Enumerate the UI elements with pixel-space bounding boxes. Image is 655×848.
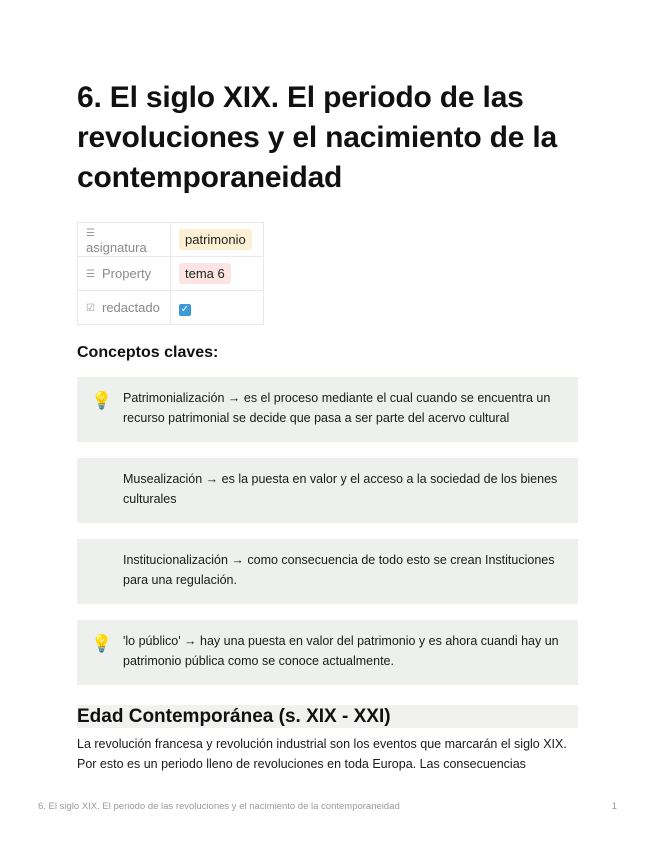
checkbox-icon: ☑ xyxy=(86,303,95,314)
property-row-redactado[interactable] xyxy=(78,291,264,325)
page-title: 6. El siglo XIX. El periodo de las revoluciones y el nacimiento de la contemporaneidad xyxy=(77,81,558,194)
callout-text: 'lo público' → hay una puesta en valor del patrimonio y es ahora cuandi hay un patrimonio pública como se conoce actualmente. xyxy=(123,634,559,668)
footer-title: 6. El siglo XIX. El periodo de las revoluciones y el nacimiento de la contemporaneidad xyxy=(38,801,400,812)
callout-text: Musealización → es la puesta en valor y el acceso a la sociedad de los bienes culturales xyxy=(123,472,558,506)
lightbulb-icon: 💡 xyxy=(91,391,113,410)
body-paragraph: La revolución francesa y revolución industrial son los eventos que marcarán el siglo XIX. Por esto es un periodo lleno de revoluciones en toda Europa. Las consecuencias xyxy=(77,737,567,771)
callout-musealizacion xyxy=(77,458,578,523)
property-key: redactado xyxy=(102,300,160,315)
callout-text: Institucionalización → como consecuencia de todo esto se crean Instituciones para una regulación. xyxy=(123,553,555,587)
property-row-asignatura[interactable] xyxy=(78,223,264,257)
callout-patrimonializacion xyxy=(77,377,578,442)
lightbulb-icon: 💡 xyxy=(91,634,113,653)
checked-checkbox[interactable]: ✓ xyxy=(180,304,190,315)
tag-patrimonio: patrimonio xyxy=(179,229,252,250)
property-key: asignatura xyxy=(86,239,147,255)
document-page xyxy=(77,78,578,774)
list-icon: ☰ xyxy=(86,269,95,280)
callout-lo-publico xyxy=(77,620,578,685)
page-footer xyxy=(38,801,617,812)
list-icon: ☰ xyxy=(86,227,95,239)
section-heading-edad-contemporanea: Edad Contemporánea (s. XIX - XXI) xyxy=(77,705,578,728)
callout-text: Patrimonialización → es el proceso mediante el cual cuando se encuentra un recurso patrimonial se decide que pasa a ser parte del acervo cultural xyxy=(123,391,551,425)
property-row-property[interactable] xyxy=(78,257,264,291)
page-number: 1 xyxy=(611,801,617,812)
tag-tema: tema 6 xyxy=(179,263,231,284)
section-heading: Conceptos claves: xyxy=(77,344,219,361)
callout-institucionalizacion xyxy=(77,539,578,604)
property-key: Property xyxy=(102,266,152,281)
properties-table xyxy=(77,222,264,325)
